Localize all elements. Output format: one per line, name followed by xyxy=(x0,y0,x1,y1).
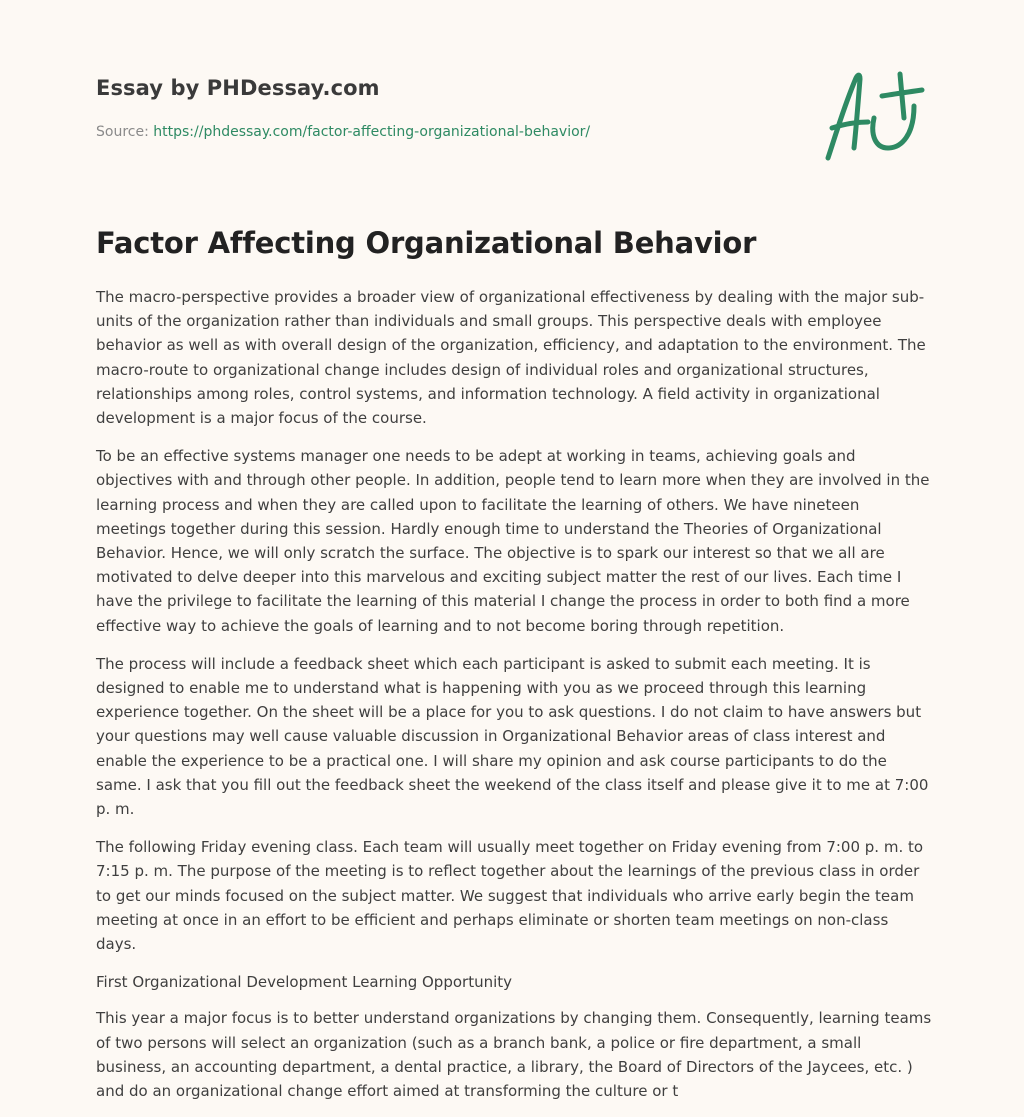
site-brand: Essay by PHDessay.com xyxy=(96,76,380,100)
paragraph: The following Friday evening class. Each team will usually meet together on Friday evening from 7:00 p. m. to 7:15 p. m. The purpose of the meeting is to reflect together about the learnings of the previous class in order to get our minds focused on the subject matter. We suggest that individuals who arrive early begin the team meeting at once in an effort to be efficient and perhaps eliminate or shorten team meetings on non-class days. xyxy=(96,838,924,954)
article-body xyxy=(96,285,932,1117)
paragraph: This year a major focus is to better understand organizations by changing them. Consequently, learning teams of two persons will select an organization (such as a branch bank, a police or fire department, a small business, an accounting department, a dental practice, a library, the Board of Directors of the Jaycees, etc. ) and do an organizational change effort aimed at transforming the culture or t xyxy=(96,1009,932,1101)
article-title: Factor Affecting Organizational Behavior xyxy=(96,226,757,260)
a-plus-grade-icon xyxy=(818,66,930,166)
source-line xyxy=(96,124,590,140)
source-link[interactable]: https://phdessay.com/factor-affecting-organizational-behavior/ xyxy=(153,124,591,140)
paragraph: To be an effective systems manager one needs to be adept at working in teams, achieving goals and objectives with and through other people. In addition, people tend to learn more when they are involved in the learning process and when they are called upon to facilitate the learning of others. We have nineteen meetings together during this session. Hardly enough time to understand the Theories of Organizational Behavior. Hence, we will only scratch the surface. The objective is to spark our interest so that we all are motivated to delve deeper into this marvelous and exciting subject matter the rest of our lives. Each time I have the privilege to facilitate the learning of this material I change the process in order to both find a more effective way to achieve the goals of learning and to not become boring through repetition. xyxy=(96,447,930,635)
paragraph: The macro-perspective provides a broader view of organizational effectiveness by dealing with the major sub-units of the organization rather than individuals and small groups. This perspective deals with employee behavior as well as with overall design of the organization, efficiency, and adaptation to the environment. The macro-route to organizational change includes design of individual roles and organizational structures, relationships among roles, control systems, and information technology. A field activity in organizational development is a major focus of the course. xyxy=(96,288,926,428)
source-label: Source: xyxy=(96,124,149,140)
section-subheading: First Organizational Development Learning Opportunity xyxy=(96,973,513,992)
paragraph: The process will include a feedback sheet which each participant is asked to submit each meeting. It is designed to enable me to understand what is happening with you as we proceed through this learning experience together. On the sheet will be a place for you to ask questions. I do not claim to have answers but your questions may well cause valuable discussion in Organizational Behavior areas of class interest and enable the experience to be a practical one. I will share my opinion and ask course participants to do the same. I ask that you fill out the feedback sheet the weekend of the class itself and please give it to me at 7:00 p. m. xyxy=(96,654,929,819)
